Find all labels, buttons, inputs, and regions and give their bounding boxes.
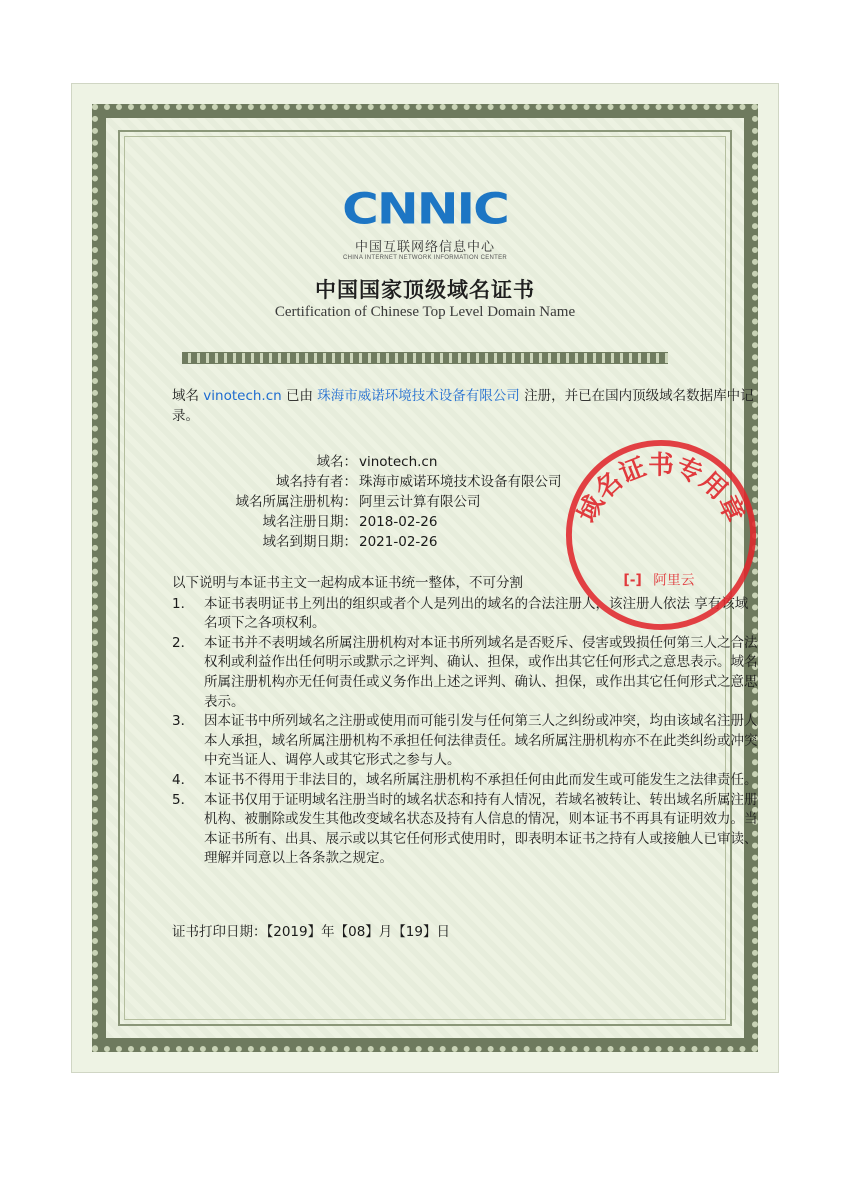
intro-suffix: 注册，并已在国内顶级域名数据库中记录。 bbox=[172, 388, 754, 424]
title-english: Certification of Chinese Top Level Domain Name bbox=[274, 304, 576, 320]
info-label: 域名注册日期： bbox=[262, 514, 357, 530]
info-value: 2018-02-26 bbox=[359, 514, 438, 530]
info-row-domain bbox=[172, 452, 562, 472]
logo-mark: CNNIC bbox=[342, 184, 508, 234]
term-item bbox=[172, 634, 758, 712]
certificate bbox=[72, 84, 778, 1072]
term-number: 1． bbox=[172, 595, 195, 612]
intro-holder: 珠海市威诺环境技术设备有限公司 bbox=[317, 388, 520, 404]
info-row-registrar bbox=[172, 492, 562, 512]
info-value: 珠海市威诺环境技术设备有限公司 bbox=[359, 474, 562, 490]
info-label: 域名： bbox=[316, 454, 357, 470]
term-item bbox=[172, 712, 758, 771]
term-text: 因本证书中所列域名之注册或使用而可能引发与任何第三人之纠纷或冲突，均由该域名注册人本人承担，域名所属注册机构不承担任何法律责任。域名所属注册机构亦不在此类纠纷或冲突中充当证人、调停人或其它形式之参与人。 bbox=[204, 713, 758, 769]
ornamental-divider bbox=[182, 352, 668, 364]
info-label: 域名持有者： bbox=[276, 474, 357, 490]
term-item bbox=[172, 771, 758, 791]
seal-text-path: 域名证书专用章 bbox=[572, 450, 750, 528]
logo-english-name: CHINA INTERNET NETWORK INFORMATION CENTER bbox=[342, 255, 508, 261]
intro-mid: 已由 bbox=[281, 388, 318, 404]
info-label: 域名所属注册机构： bbox=[235, 494, 357, 510]
info-value: vinotech.cn bbox=[359, 454, 438, 470]
info-label: 域名到期日期： bbox=[262, 534, 357, 550]
info-row-registration-date bbox=[172, 512, 562, 532]
term-item bbox=[172, 791, 758, 869]
seal-text bbox=[572, 451, 750, 528]
intro-domain: vinotech.cn bbox=[203, 388, 282, 404]
logo-chinese-name: 中国互联网络信息中心 bbox=[354, 240, 495, 255]
cnnic-logo bbox=[106, 184, 744, 261]
domain-info bbox=[172, 452, 562, 552]
seal-brand-mark: [-] bbox=[623, 572, 642, 589]
term-number: 4． bbox=[172, 771, 195, 788]
term-text: 本证书仅用于证明域名注册当时的域名状态和持有人情况，若域名被转让、转出域名所属注册机构、被删除或发生其他改变域名状态及持有人信息的情况，则本证书不再具有证明效力。当本证书所有、出具、展示或以其它任何形式使用时，即表明本证书之持有人或接触人已审读、理解并同意以上各条款之规定。 bbox=[204, 791, 758, 867]
info-row-holder bbox=[172, 472, 562, 492]
info-value: 阿里云计算有限公司 bbox=[359, 494, 481, 510]
intro-statement bbox=[172, 386, 758, 426]
term-text: 本证书并不表明域名所属注册机构对本证书所列域名是否贬斥、侵害或毁损任何第三人之合法权利或利益作出任何明示或默示之评判、确认、担保，或作出其它任何形式之意思表示。域名所属注册机构亦无任何责任或义务作出上述之评判、确认、担保，或作出其它任何形式之意思表示。 bbox=[204, 634, 758, 710]
term-number: 2． bbox=[172, 634, 195, 651]
title-chinese: 中国国家顶级域名证书 bbox=[315, 278, 535, 302]
term-number: 3． bbox=[172, 713, 195, 730]
term-text: 本证书不得用于非法目的，域名所属注册机构不承担任何由此而发生或可能发生之法律责任。 bbox=[204, 771, 758, 788]
term-text: 本证书表明证书上列出的组织或者个人是列出的域名的合法注册人，该注册人依法 享有该域名项下之各项权利。 bbox=[204, 595, 749, 632]
info-value: 2021-02-26 bbox=[359, 534, 438, 550]
seal-brand: 阿里云 bbox=[653, 572, 695, 589]
terms-intro: 以下说明与本证书主文一起构成本证书统一整体，不可分割 bbox=[172, 575, 523, 591]
term-number: 5． bbox=[172, 791, 195, 808]
official-seal-stamp bbox=[562, 436, 760, 634]
print-date: 证书打印日期：【2019】年【08】月【19】日 bbox=[172, 924, 450, 940]
certificate-border bbox=[92, 104, 758, 1052]
intro-prefix: 域名 bbox=[172, 388, 204, 404]
info-row-expiry-date bbox=[172, 532, 562, 552]
